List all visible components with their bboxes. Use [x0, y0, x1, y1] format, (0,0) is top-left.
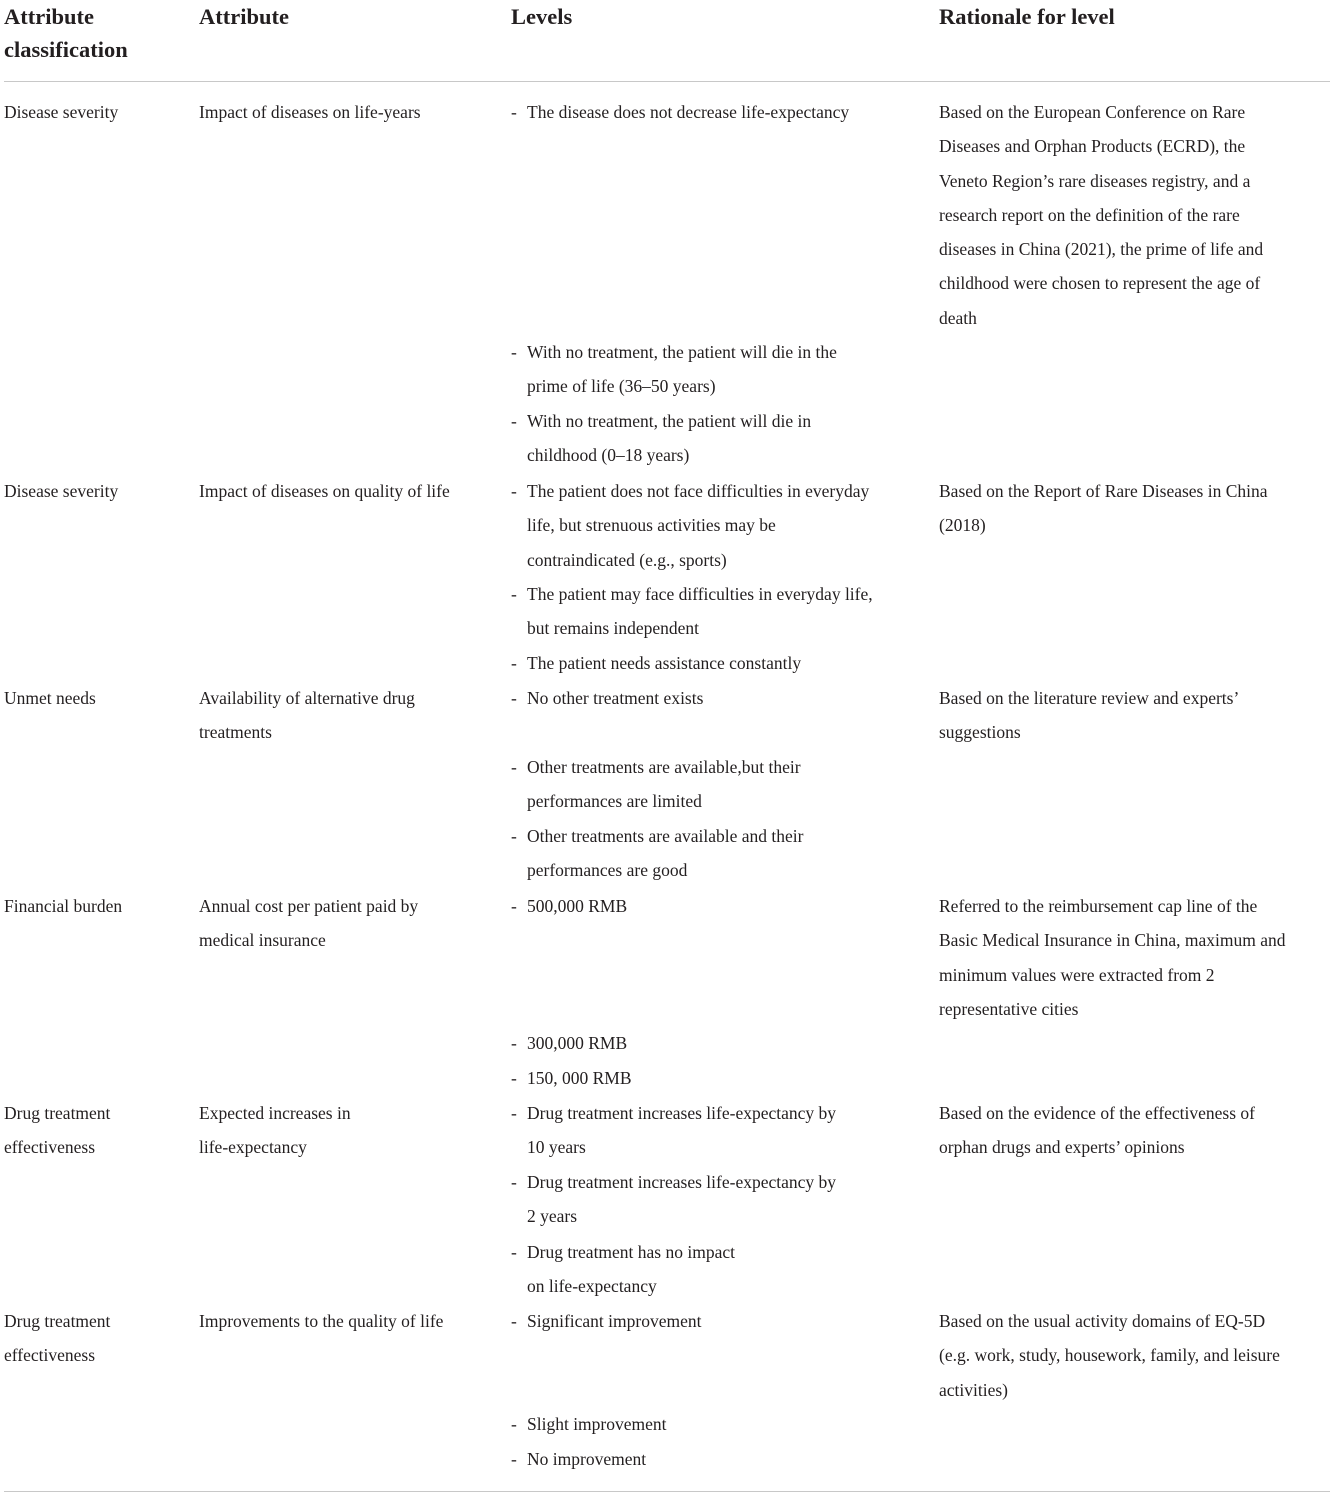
level-line: The disease does not decrease life-expectancy — [527, 102, 850, 122]
row-4-level-3 — [511, 1061, 632, 1095]
cell-line: (2018) — [939, 515, 986, 536]
row-5-attribute — [199, 1096, 351, 1165]
level-dash: - — [511, 342, 517, 362]
level-dash: - — [511, 1242, 517, 1262]
level-line: Significant improvement — [527, 1311, 702, 1331]
header-line: Levels — [511, 4, 573, 29]
header-attribute-classification — [4, 0, 128, 66]
cell-line: childhood were chosen to represent the age of — [939, 273, 1261, 294]
cell-line: Drug treatment — [4, 1103, 111, 1123]
header-rationale — [939, 0, 1115, 33]
header-rule — [4, 81, 1330, 82]
level-dash: - — [511, 896, 517, 916]
cell-line: Diseases and Orphan Products (ECRD), the — [939, 136, 1246, 157]
row-4-attribute — [199, 889, 418, 958]
row-3-classification — [4, 681, 96, 715]
cell-line: Based on the evidence of the effectiveness of — [939, 1103, 1256, 1123]
row-2-rationale — [939, 474, 1268, 543]
level-line: The patient does not face difficulties in everyday — [527, 481, 870, 501]
header-line: Attribute — [199, 4, 289, 29]
row-5-classification — [4, 1096, 110, 1165]
cell-line: suggestions — [939, 722, 1021, 743]
row-5-level-3 — [511, 1235, 735, 1304]
row-4-level-1 — [511, 889, 627, 923]
header-attribute — [199, 0, 289, 33]
row-1-level-3 — [511, 404, 811, 473]
header-line: Rationale for level — [939, 4, 1115, 29]
level-line: Other treatments are available,but their — [527, 757, 801, 777]
cell-line: Disease severity — [4, 102, 119, 122]
row-3-level-3 — [511, 819, 803, 888]
cell-line: minimum values were extracted from 2 — [939, 964, 1215, 985]
row-5-level-1 — [511, 1096, 836, 1165]
row-2-classification — [4, 474, 118, 508]
cell-line: Improvements to the quality of life — [199, 1311, 444, 1331]
level-line: 150, 000 RMB — [527, 1068, 632, 1088]
cell-line: Impact of diseases on quality of life — [199, 481, 450, 501]
level-dash: - — [511, 1311, 517, 1331]
cell-line: medical insurance — [199, 930, 326, 951]
cell-line: Based on the Report of Rare Diseases in China — [939, 481, 1268, 501]
row-4-level-2 — [511, 1026, 627, 1060]
level-dash: - — [511, 1172, 517, 1192]
row-1-level-1 — [511, 95, 849, 129]
row-3-level-2 — [511, 750, 801, 819]
level-dash: - — [511, 481, 517, 501]
level-line: contraindicated (e.g., sports) — [527, 549, 727, 570]
cell-line: effectiveness — [4, 1345, 96, 1366]
cell-line: life-expectancy — [199, 1137, 307, 1158]
table-bottom-rule — [4, 1491, 1330, 1492]
level-dash: - — [511, 1449, 517, 1469]
level-dash: - — [511, 1103, 517, 1123]
level-line: on life-expectancy — [527, 1276, 657, 1297]
level-line: 2 years — [527, 1206, 578, 1227]
row-4-rationale — [939, 889, 1286, 1026]
level-line: The patient needs assistance constantly — [527, 653, 802, 673]
cell-line: diseases in China (2021), the prime of life and — [939, 239, 1264, 260]
row-1-classification — [4, 95, 118, 129]
level-dash: - — [511, 826, 517, 846]
level-line: 500,000 RMB — [527, 896, 628, 916]
level-line: Slight improvement — [527, 1414, 667, 1434]
level-dash: - — [511, 411, 517, 431]
level-line: life, but strenuous activities may be — [527, 515, 776, 536]
header-line: classification — [4, 37, 128, 62]
cell-line: Annual cost per patient paid by — [199, 896, 419, 916]
row-2-attribute — [199, 474, 450, 508]
row-5-rationale — [939, 1096, 1255, 1165]
cell-line: Based on the European Conference on Rare — [939, 102, 1246, 122]
cell-line: Basic Medical Insurance in China, maximum and — [939, 930, 1286, 951]
level-line: No improvement — [527, 1449, 647, 1469]
level-line: childhood (0–18 years) — [527, 445, 690, 466]
level-line: With no treatment, the patient will die in — [527, 411, 812, 431]
row-4-classification — [4, 889, 122, 923]
row-6-rationale — [939, 1304, 1280, 1407]
cell-line: Financial burden — [4, 896, 123, 916]
row-3-attribute — [199, 681, 415, 750]
row-5-level-2 — [511, 1165, 836, 1234]
level-line: performances are good — [527, 860, 688, 881]
header-levels — [511, 0, 572, 33]
cell-line: research report on the definition of the rare — [939, 204, 1240, 225]
level-line: Other treatments are available and their — [527, 826, 804, 846]
cell-line: (e.g. work, study, housework, family, and leisure — [939, 1345, 1280, 1366]
level-line: 10 years — [527, 1137, 586, 1158]
level-dash: - — [511, 653, 517, 673]
row-6-level-1 — [511, 1304, 701, 1338]
cell-line: activities) — [939, 1379, 1009, 1400]
level-line: No other treatment exists — [527, 688, 704, 708]
row-1-rationale — [939, 95, 1263, 335]
level-dash: - — [511, 688, 517, 708]
header-line: Attribute — [4, 4, 94, 29]
level-dash: - — [511, 757, 517, 777]
level-line: Drug treatment increases life-expectancy by — [527, 1103, 837, 1123]
level-line: performances are limited — [527, 791, 702, 812]
level-dash: - — [511, 1068, 517, 1088]
cell-line: Veneto Region’s rare diseases registry, and a — [939, 170, 1251, 191]
row-1-attribute — [199, 95, 421, 129]
cell-line: Based on the literature review and experts’ — [939, 688, 1240, 708]
cell-line: Availability of alternative drug — [199, 688, 415, 708]
cell-line: Referred to the reimbursement cap line of the — [939, 896, 1258, 916]
cell-line: Impact of diseases on life-years — [199, 102, 421, 122]
cell-line: orphan drugs and experts’ opinions — [939, 1137, 1185, 1158]
row-3-rationale — [939, 681, 1239, 750]
row-2-level-1 — [511, 474, 869, 577]
row-6-classification — [4, 1304, 110, 1373]
cell-line: treatments — [199, 722, 272, 743]
level-line: Drug treatment has no impact — [527, 1242, 735, 1262]
row-6-attribute — [199, 1304, 443, 1338]
cell-line: Drug treatment — [4, 1311, 111, 1331]
level-dash: - — [511, 1414, 517, 1434]
row-2-level-3 — [511, 646, 801, 680]
cell-line: Based on the usual activity domains of EQ-5D — [939, 1311, 1266, 1331]
level-line: Drug treatment increases life-expectancy by — [527, 1172, 837, 1192]
cell-line: effectiveness — [4, 1137, 96, 1158]
level-dash: - — [511, 102, 517, 122]
cell-line: Unmet needs — [4, 688, 96, 708]
cell-line: death — [939, 307, 977, 328]
row-3-level-1 — [511, 681, 703, 715]
row-6-level-2 — [511, 1407, 667, 1441]
level-line: With no treatment, the patient will die in the — [527, 342, 837, 362]
row-2-level-2 — [511, 577, 873, 646]
level-line: The patient may face difficulties in everyday life, — [527, 584, 873, 604]
row-6-level-3 — [511, 1442, 646, 1476]
cell-line: Expected increases in — [199, 1103, 351, 1123]
row-1-level-2 — [511, 335, 837, 404]
level-line: but remains independent — [527, 618, 700, 639]
level-line: 300,000 RMB — [527, 1033, 628, 1053]
level-dash: - — [511, 584, 517, 604]
level-line: prime of life (36–50 years) — [527, 376, 716, 397]
cell-line: Disease severity — [4, 481, 119, 501]
cell-line: representative cities — [939, 998, 1079, 1019]
level-dash: - — [511, 1033, 517, 1053]
